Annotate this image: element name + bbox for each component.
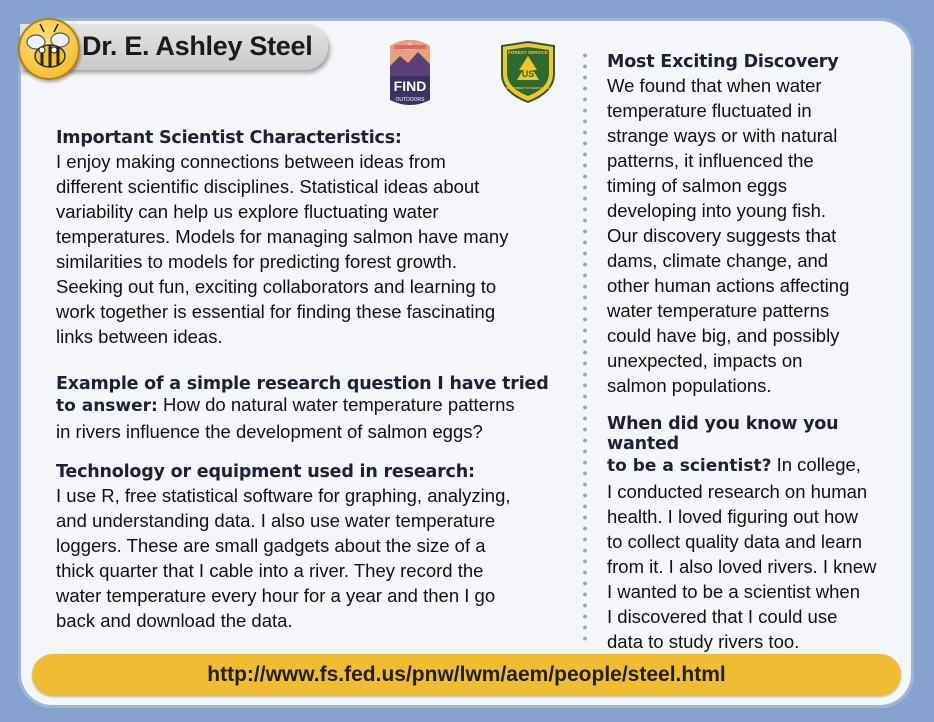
svg-text:FIND: FIND (393, 78, 427, 94)
when-scientist-section: When did you know you wanted to be a scientist? In college, I conducted research on human health. I loved figuring out how to collect quality data and learn from it. I also loved rivers. I knew I wanted to be a scientist when I discovered that I could use data to study rivers too. (607, 414, 907, 654)
profile-url-link[interactable]: http://www.fs.fed.us/pnw/lwm/aem/people/steel.html (32, 654, 901, 696)
question-heading: Example of a simple research question I have tried (56, 374, 549, 394)
scientist-name: Dr. E. Ashley Steel (82, 31, 313, 61)
svg-text:US: US (521, 69, 535, 79)
discovery-text: We found that when water temperature fluctuated in strange ways or with natural patterns, it influenced the timing of salmon eggs developing into young fish. Our discovery suggests that dams, climate change, and other human actions affecting water temperature patterns could have big, and possibly unexpected, impacts on salmon populations. (607, 75, 850, 396)
column-divider (583, 50, 587, 642)
discovery-heading: Most Exciting Discovery (607, 52, 839, 72)
research-question-section: Example of a simple research question I have tried to answer: How do natural water temperature patterns in rivers influence the development of salmon eggs? (56, 374, 576, 444)
technology-section (56, 462, 576, 633)
svg-text:OUTDOORS: OUTDOORS (395, 97, 425, 103)
when-heading-cont: to be a scientist? (607, 456, 772, 476)
question-text: How do natural water temperature patterns (157, 394, 515, 415)
bee-mascot-icon (18, 18, 80, 80)
when-heading: When did you know you wanted (607, 414, 839, 454)
svg-text:DEPARTMENT OF AGRICULTURE: DEPARTMENT OF AGRICULTURE (505, 86, 551, 90)
when-text: I conducted research on human health. I loved figuring out how to collect quality data and learn from it. I also loved rivers. I knew I wanted to be a scientist when I discovered that I could use data to study rivers too. (607, 481, 877, 652)
technology-heading: Technology or equipment used in research: (56, 462, 475, 482)
characteristics-section (56, 128, 576, 349)
forest-service-logo (498, 40, 558, 104)
discovery-section (607, 52, 907, 398)
characteristics-text: I enjoy making connections between ideas from different scientific disciplines. Statistical ideas about variability can help us explore fluctuating water temperatures. Models for managing salmon have many similarities to models for predicting forest growth. Seeking out fun, exciting collaborators and learning to work together is essential for finding these fascinating links between ideas. (56, 151, 509, 347)
technology-text: I use R, free statistical software for graphing, analyzing, and understanding data. I also use water temperature loggers. These are small gadgets about the size of a thick quarter that I cable into a river. They record the water temperature every hour for a year and then I go back and download the data. (56, 485, 511, 631)
find-outdoors-logo (384, 36, 436, 108)
svg-text:FOREST SERVICE: FOREST SERVICE (508, 50, 548, 55)
question-heading-cont: to answer: (56, 396, 158, 416)
characteristics-heading: Important Scientist Characteristics: (56, 128, 402, 148)
